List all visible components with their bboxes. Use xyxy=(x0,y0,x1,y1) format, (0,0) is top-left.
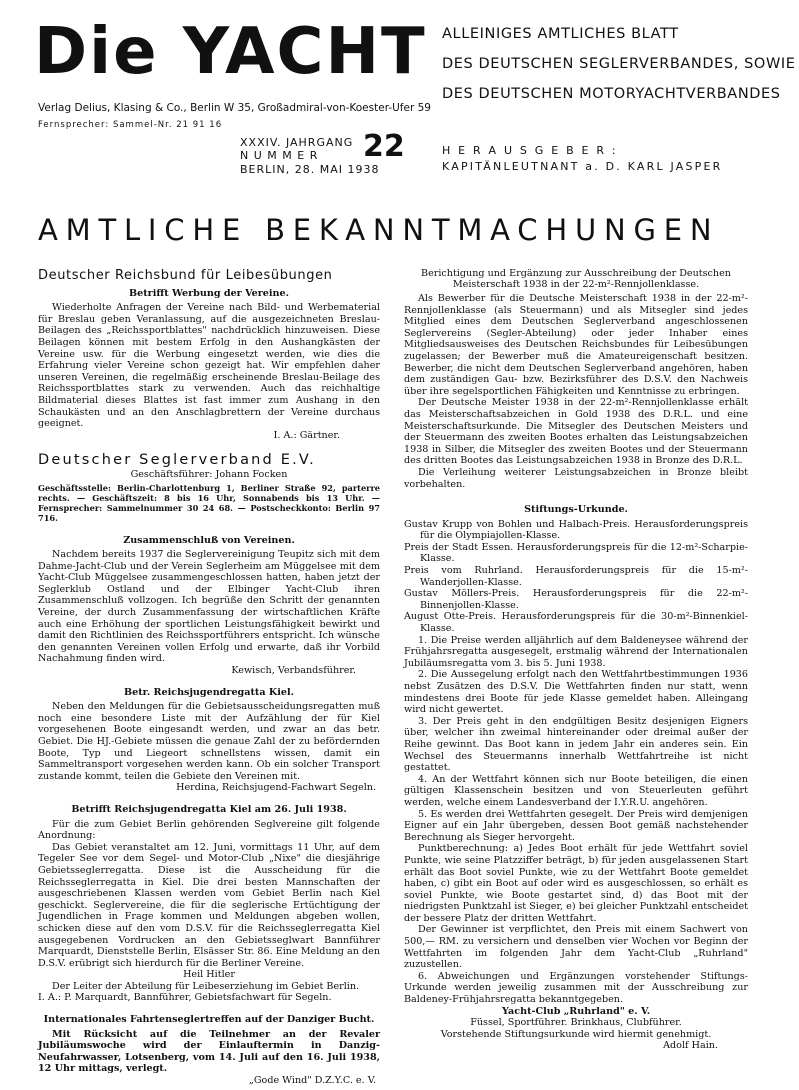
prize-item: August Otte-Preis. Herausforderungspreis für die 30-m²-Binnenkiel-Klasse. xyxy=(404,611,748,635)
foundation-title: Stiftungs-Urkunde. xyxy=(524,504,628,516)
championship-p2: Der Deutsche Meister 1938 in der 22-m²-Rennjollenklasse erhält das Meisterschaftsabzeichen in Gold 1938 des D.R.L. und eine Meisterschaftsurkunde. Die Mitsegler des Deutschen Meisters und der Steuermann des zweiten Bootes erhalten das Leistungsabzeichen 1938 in Silber, die Mitsegler des zweiten Bootes und der Steuermann des dritten Bootes das Leistungsabzeichen 1938 in Bronze des D.R.L. xyxy=(404,397,748,467)
issue-number: 22 xyxy=(363,129,405,164)
rule-item: 3. Der Preis geht in den endgültigen Besitz desjenigen Eigners über, welcher ihn zweimal hintereinander oder dreimal außer der Reihe gewinnt. Das Boot kann in jedem Jahr ein anderes sein. Ein Wechsel des Steuermanns innerhalb Wettfahrtreihe ist nicht gestattet. xyxy=(404,715,748,774)
foundation-signature: Adolf Hain. xyxy=(663,1040,718,1052)
rule-item: Punktberechnung: a) Jedes Boot erhält für jede Wettfahrt soviel Punkte, wie seine Platzziffer beträgt, b) für jeden ausgelassenen Start erhält das Boot soviel Punkte, wie zu der Wettfahrt Boote gemeldet haben, c) gibt ein Boot auf oder wird es ausgeschlossen, so erhält es soviel Punkte, wie Boote gestartet sind, d) das Boot mit der niedrigsten Punktzahl ist Sieger, e) bei gleicher Punktzahl entscheidet der bessere Platz der dritten Wettfahrt. xyxy=(404,843,748,924)
volume-label: XXXIV. JAHRGANG xyxy=(240,136,354,149)
foundation-club: Yacht-Club „Ruhrland" e. V. xyxy=(501,1005,651,1017)
page-heading: AMTLICHE BEKANNTMACHUNGEN xyxy=(38,213,720,247)
championship-title: Berichtigung und Ergänzung zur Ausschreibung der Deutschen Meisterschaft 1938 in der 22-m²-Rennjollenklasse. xyxy=(421,268,731,290)
foundation-officers: Füssel, Sportführer. Brinkhaus, Clubführer. xyxy=(470,1017,682,1029)
regatta-berlin-intro: Für die zum Gebiet Berlin gehörenden Seglvereine gilt folgende Anordnung: xyxy=(38,818,380,842)
reichsbund-title: Deutscher Reichsbund für Leibesübungen xyxy=(38,268,333,283)
rule-item: 1. Die Preise werden alljährlich auf dem Baldeneysee während der Frühjahrsregatta ausgesegelt, erstmalig während der Internationalen Jubiläumsregatta vom 3. bis 5. Juni 1938. xyxy=(404,634,748,669)
dsv-manager: Geschäftsführer: Johann Focken xyxy=(130,468,288,480)
regatta-berlin-greeting: Heil Hitler xyxy=(183,969,235,981)
championship-p3: Die Verleihung weiterer Leistungsabzeichen in Bronze bleibt vorbehalten. xyxy=(404,466,748,490)
regatta-berlin-body: Das Gebiet veranstaltet am 12. Juni, vormittags 11 Uhr, auf dem Tegeler See vor dem Segel- und Motor-Club „Nixe" die diesjährige Gebietsseglerregatta. Diese ist die Ausscheidung für die Reichsseglerregatta in Kiel. Die drei besten Mannschaften der ausgeschriebenen Klassen werden vom Gebiet Berlin nach Kiel geschickt. Seglervereine, die für die seglerische Ertüchtigung der Jugendlichen in Frage kommen und Meldungen abgeben wollen, schicken diese auf den vom D.S.V. für die Reichsseglerregatta Kiel ausgegebenen Vordrucken an den Gebietsseglwart Bannführer Marquardt, Dienststelle Berlin, Elsässer Str. 86. Eine Meldung an den D.S.V. erübrigt sich hierdurch für die Berliner Vereine. xyxy=(38,841,380,969)
place-date: BERLIN, 28. MAI 1938 xyxy=(240,163,380,176)
merger-body: Nachdem bereits 1937 die Seglervereinigung Teupitz sich mit dem Dahme-Jacht-Club und der Verein Seglerheim am Müggelsee mit dem Yacht-Club Müggelsee zusammengeschlossen hatten, haben jetzt der Seglerklub Ostland und der Elbinger Yacht-Club ihren Zusammenschluß vollzogen. Ich begrüße den Schritt der genannten Vereine, der durch Zusammenfassung der wirtschaftlichen Kräfte auch eine Erhöhung der sportlichen Leistungsfähigkeit bewirkt und damit den Richtlinien des Reichssportführers entspricht. Ich wünsche den genannten Vereinen vollen Erfolg und erwarte, daß ihr Vorbild Nachahmung finden wird. xyxy=(38,549,380,665)
regatta-berlin-closing: Der Leiter der Abteilung für Leibeserziehung im Gebiet Berlin. xyxy=(52,980,360,992)
rule-item: 6. Abweichungen und Ergänzungen vorstehender Stiftungs-Urkunde werden jeweilig zusammen mit der Ausschreibung zur Baldeney-Frühjahrsregatta bekanntgegeben. xyxy=(404,970,748,1006)
rule-item: 5. Es werden drei Wettfahrten gesegelt. Der Preis wird demjenigen Eigner auf ein Jahr übergeben, dessen Boot gemäß nachstehender Berechnung als Sieger hervorgeht. xyxy=(404,808,748,843)
phone-line: Fernsprecher: Sammel-Nr. 21 91 16 xyxy=(38,120,223,130)
dsv-office: Geschäftsstelle: Berlin-Charlottenburg 1, Berliner Straße 92, parterre rechts. — Geschäftszeit: 8 bis 16 Uhr, Sonnabends bis 13 Uhr. — Fernsprecher: Sammelnummer 30 24 68. — Postscheckkonto: Berlin 97 716. xyxy=(38,482,380,523)
editor-label: H E R A U S G E B E R : xyxy=(442,144,618,157)
danzig-signature: „Gode Wind" D.Z.Y.C. e. V. xyxy=(248,1075,376,1087)
editor-name: KAPITÄNLEUTNANT a. D. KARL JASPER xyxy=(442,160,723,173)
regatta-berlin-title: Betrifft Reichsjugendregatta Kiel am 26. Juli 1938. xyxy=(71,803,347,815)
number-label: N U M M E R xyxy=(240,149,319,162)
right-column xyxy=(404,268,748,1052)
masthead-subtitle-line-3: DES DEUTSCHEN MOTORYACHTVERBANDES xyxy=(442,86,781,102)
regatta-berlin-signature: I. A.: P. Marquardt, Bannführer, Gebietsfachwart für Segeln. xyxy=(38,992,332,1004)
danzig-body: Mit Rücksicht auf die Teilnehmer an der Revaler Jubiläumswoche wird der Einlauftermin in Danzig-Neufahrwasser, Lotsenberg, vom 14. Juli auf den 16. Juli 1938, 12 Uhr mittags, verlegt. xyxy=(38,1028,380,1075)
prize-item: Gustav Krupp von Bohlen und Halbach-Preis. Herausforderungspreis für die Olympiajollen-Klasse. xyxy=(404,518,748,542)
left-column xyxy=(38,266,380,1087)
masthead-title: Die YACHT xyxy=(34,15,427,89)
regatta-signature: Herdina, Reichsjugend-Fachwart Segeln. xyxy=(176,782,376,794)
prize-item: Gustav Möllers-Preis. Herausforderungspreis für die 22-m²-Binnenjollen-Klasse. xyxy=(404,588,748,611)
publisher-line: Verlag Delius, Klasing & Co., Berlin W 35, Großadmiral-von-Koester-Ufer 59 xyxy=(38,102,431,114)
regatta-title: Betr. Reichsjugendregatta Kiel. xyxy=(124,686,294,698)
reichsbund-signature: I. A.: Gärtner. xyxy=(273,429,340,441)
merger-signature: Kewisch, Verbandsführer. xyxy=(231,665,356,677)
rule-item: 2. Die Aussegelung erfolgt nach den Wettfahrtbestimmungen 1936 nebst Zusätzen des D.S.V. Die Wettfahrten finden nur statt, wenn mindestens drei Boote für jede Klasse gemeldet haben. Alleingang wird nicht gewertet. xyxy=(404,669,748,716)
prize-item: Preis vom Ruhrland. Herausforderungspreis für die 15-m²-Wanderjollen-Klasse. xyxy=(404,565,748,588)
masthead-subtitle-line-2: DES DEUTSCHEN SEGLERVERBANDES, SOWIE xyxy=(442,56,796,72)
prize-item: Preis der Stadt Essen. Herausforderungspreis für die 12-m²-Scharpie-Klasse. xyxy=(404,541,748,565)
regatta-body: Neben den Meldungen für die Gebietsausscheidungsregatten muß noch eine besondere Liste mit der Aufzählung der für Kiel vorgesehenen Boote eingesandt werden, und zwar an das betr. Gebiet. Die HJ.-Gebiete müssen die genaue Zahl der zu befördernden Boote, Typ und Liegeort schnellstens wissen, damit ein Sammeltransport vorgesehen werden kann. Ob ein solcher Transport zustande kommt, teilen die Gebiete den Vereinen mit. xyxy=(38,701,380,782)
foundation-approval: Vorstehende Stiftungsurkunde wird hiermit genehmigt. xyxy=(440,1028,712,1040)
masthead-subtitle-line-1: ALLEINIGES AMTLICHES BLATT xyxy=(442,26,679,42)
rule-item: Der Gewinner ist verpflichtet, den Preis mit einem Sachwert von 500,— RM. zu versichern und denselben vier Wochen vor Beginn der Wettfahrten im folgenden Jahr dem Yacht-Club „Ruhrland" zuzustellen. xyxy=(404,924,748,971)
rule-item: 4. An der Wettfahrt können sich nur Boote beteiligen, die einen gültigen Klassenschein besitzen und von Steuerleuten geführt werden, welche einem Landesverband der I.Y.R.U. angehören. xyxy=(404,773,748,808)
reichsbund-subtitle: Betrifft Werbung der Vereine. xyxy=(129,287,289,299)
reichsbund-body: Wiederholte Anfragen der Vereine nach Bild- und Werbematerial für Breslau geben Veranlassung, auf die ausgezeichneten Breslau-Beilagen des „Reichssportblattes" nachdrücklich hinzuweisen. Diese Beilagen können mit bestem Erfolg in den Aushangkästen der Vereine usw. für die Werbung eingesetzt werden, wie dies die Erfahrung vieler Vereine schon gezeigt hat. Wir empfehlen daher unseren Vereinen, die regelmäßig erscheinende Breslau-Beilage des Reichssportblattes stark zu verwenden. Auch das reichhaltige Bildmaterial dieses Blattes ist fast immer zum Aushang in den Schaukästen und an den Anschlagbrettern der Vereine durchaus geeignet. xyxy=(38,302,380,430)
championship-p1: Als Bewerber für die Deutsche Meisterschaft 1938 in der 22-m²-Rennjollenklasse (als Steuermann) und als Mitsegler sind jedes Mitglied eines dem Deutschen Seglerverband angeschlossenen Seglervereins (Segler-Abteilung) oder jeder Inhaber eines Mitgliedsausweises des Deutschen Reichsbundes für Leibesübungen zugelassen; der Bewerber muß die Amateureigenschaft besitzen. Bewerber, die nicht dem Deutschen Seglerverband angehören, haben dem zuständigen Gau- bzw. Bezirksführer des D.S.V. den Nachweis über ihre segelsportlichen Fähigkeiten und Kenntnisse zu erbringen. xyxy=(404,293,748,397)
danzig-title: Internationales Fahrtenseglertreffen auf der Danziger Bucht. xyxy=(43,1014,375,1026)
dsv-title: Deutscher Seglerverband E.V. xyxy=(38,452,316,469)
merger-title: Zusammenschluß von Vereinen. xyxy=(123,534,295,546)
